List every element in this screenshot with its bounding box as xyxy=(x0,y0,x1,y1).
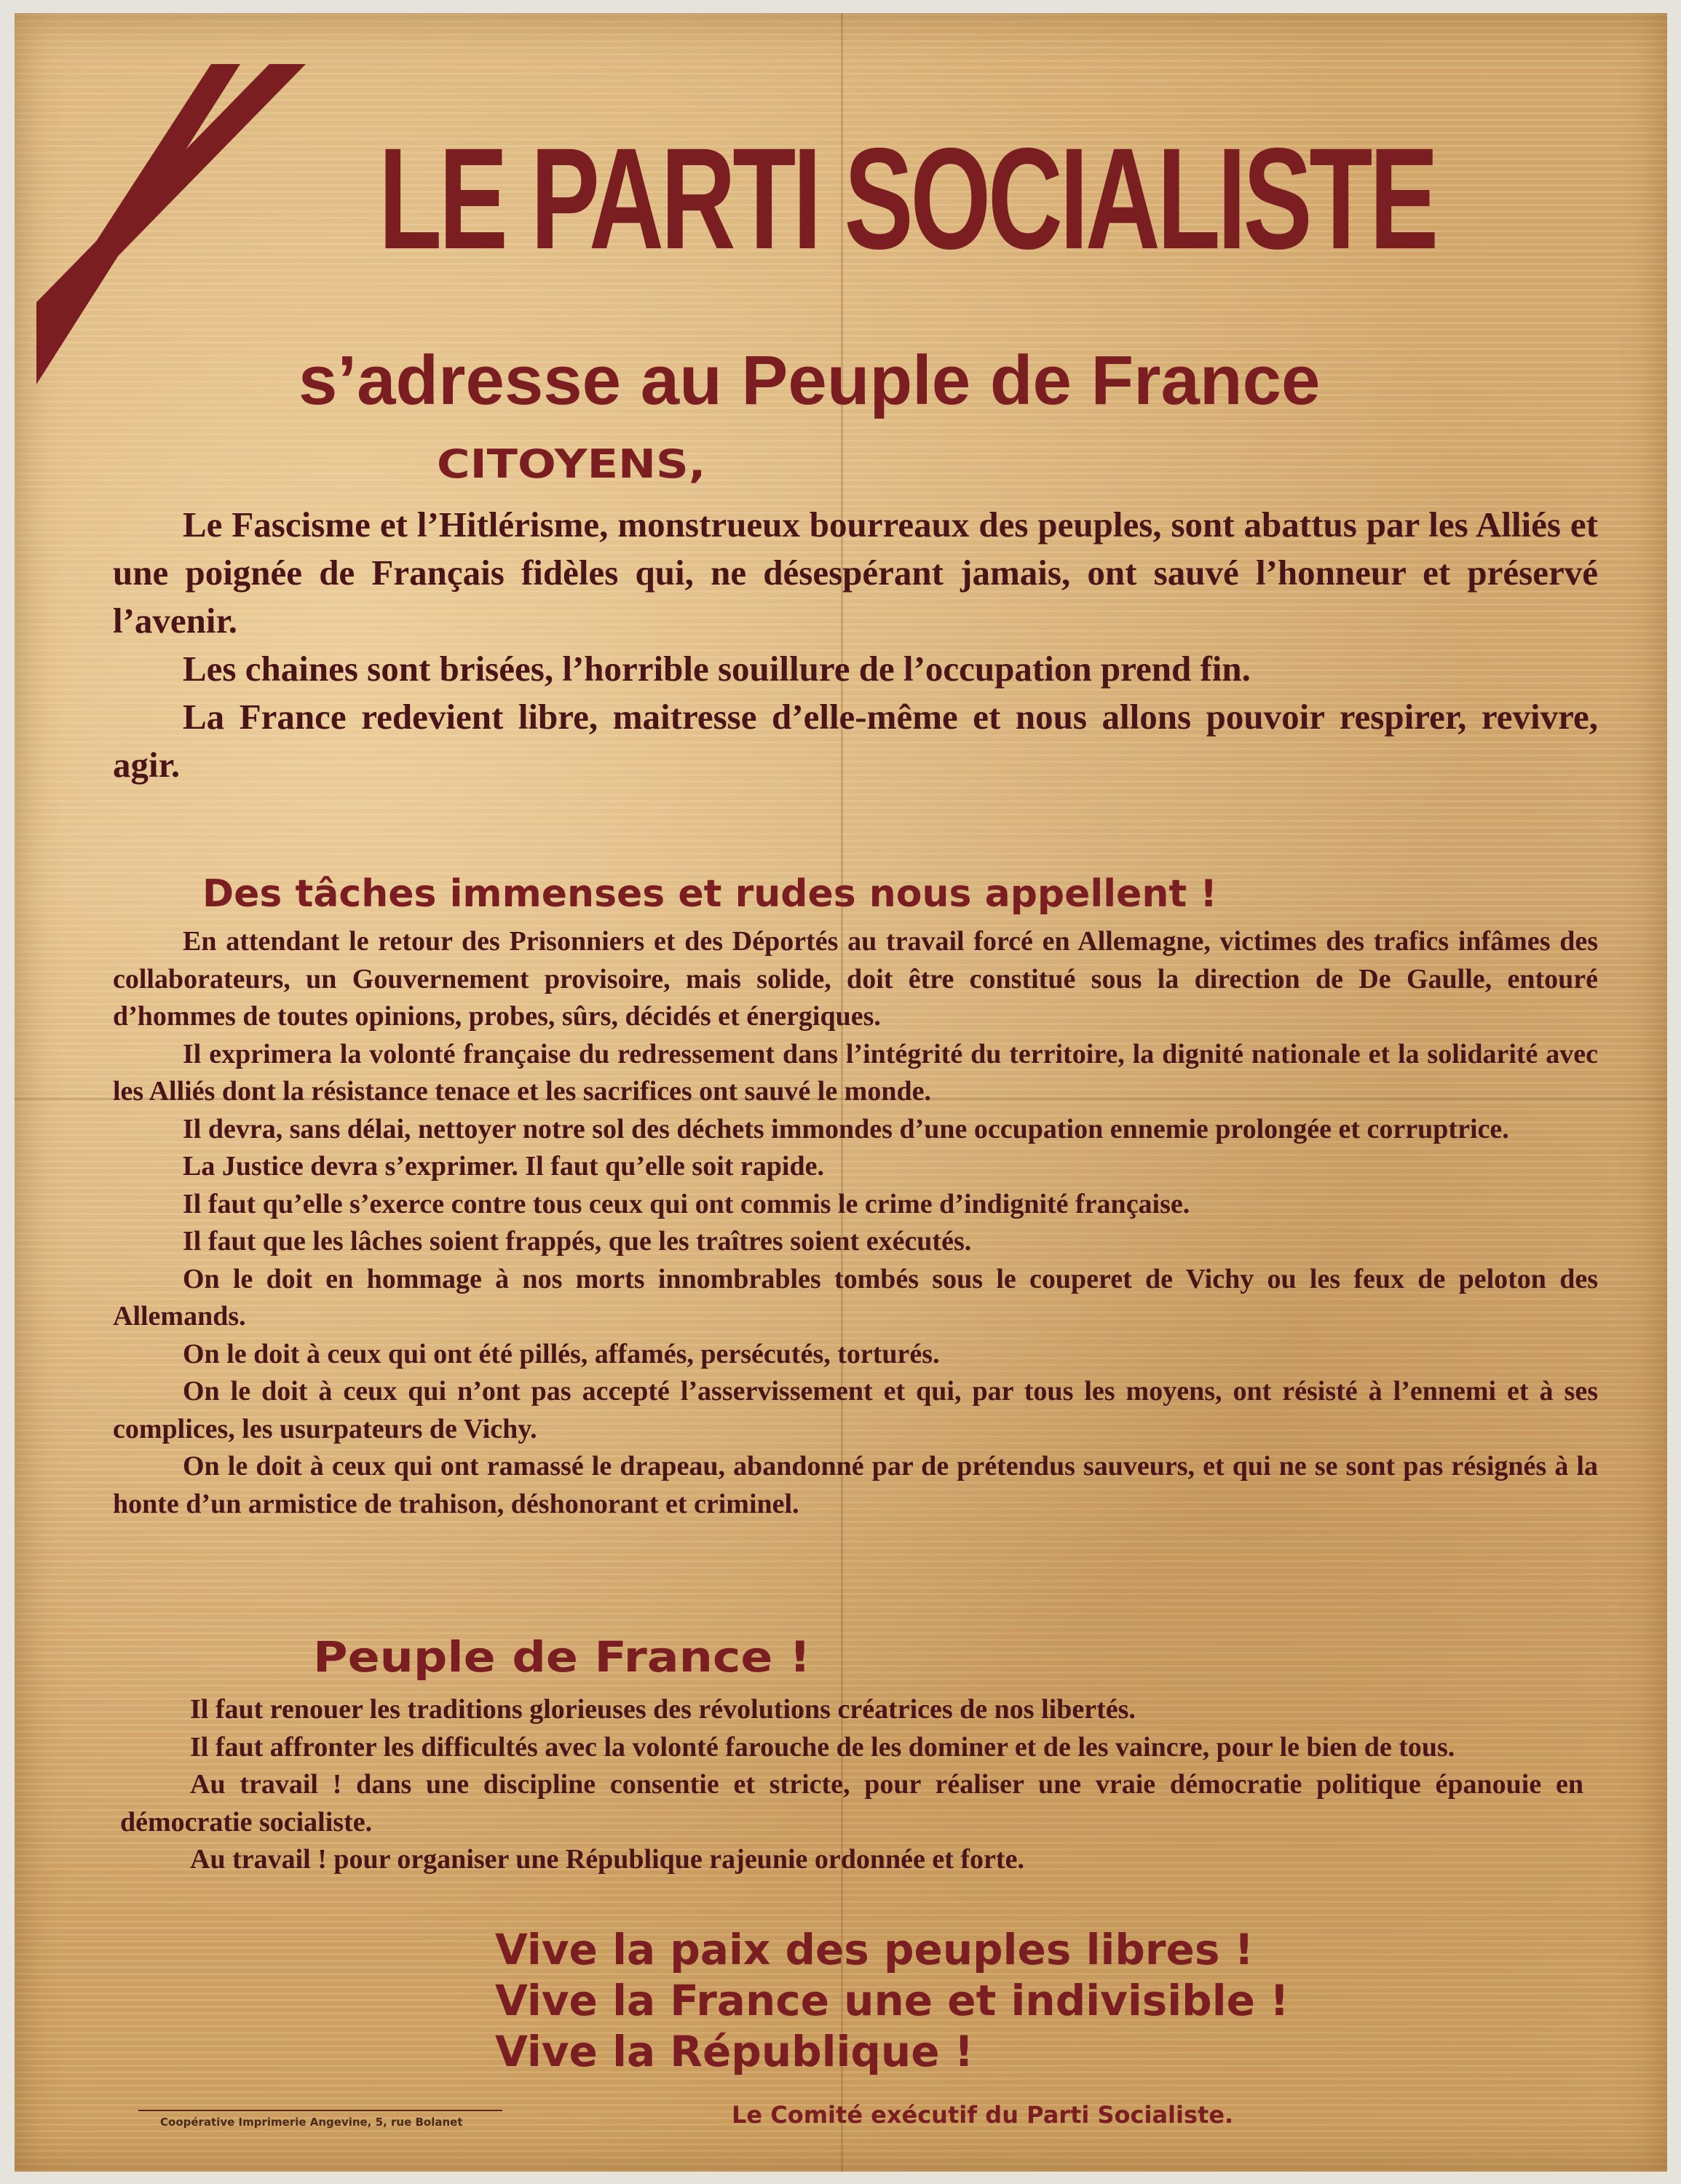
slogan: Vive la République ! xyxy=(495,2027,974,2076)
tasks-paragraph: On le doit à ceux qui ont ramassé le drapeau, abandonné par de prétendus sauveurs, et qui ne se sont pas résignés à la honte d’un armistice de trahison, déshonorant et criminel. xyxy=(113,1451,1598,1519)
slogan: Vive la paix des peuples libres ! xyxy=(495,1925,1254,1974)
printer-divider xyxy=(138,2110,502,2111)
peuple-section xyxy=(120,1691,1583,1879)
tasks-paragraph: On le doit à ceux qui n’ont pas accepté l’asservissement et qui, par tous les moyens, ont résisté à l’ennemi et à ses complices, les usurpateurs de Vichy. xyxy=(113,1376,1598,1444)
section-heading-tasks: Des tâches immenses et rudes nous appellent ! xyxy=(202,872,1218,916)
intro-section xyxy=(113,501,1598,789)
tasks-section xyxy=(113,923,1598,1523)
poster-subtitle: s’adresse au Peuple de France xyxy=(298,341,1321,419)
intro-paragraph: Le Fascisme et l’Hitlérisme, monstrueux bourreaux des peuples, sont abattus par les Alliés et une poignée de Français fidèles qui, ne désespérant jamais, ont sauvé l’honneur et préservé l’avenir. xyxy=(113,505,1598,641)
tasks-paragraph: On le doit à ceux qui ont été pillés, affamés, persécutés, torturés. xyxy=(183,1338,940,1369)
diagonal-stripes-emblem xyxy=(36,42,415,392)
tasks-paragraph: Il faut qu’elle s’exerce contre tous ceux qui ont commis le crime d’indignité française. xyxy=(183,1188,1190,1219)
signature: Le Comité exécutif du Parti Socialiste. xyxy=(732,2101,1234,2129)
tasks-paragraph: La Justice devra s’exprimer. Il faut qu’elle soit rapide. xyxy=(183,1151,824,1182)
peuple-paragraph: Au travail ! dans une discipline consentie et stricte, pour réaliser une vraie démocratie politique épanouie en démocratie socialiste. xyxy=(120,1769,1583,1837)
peuple-paragraph: Il faut affronter les difficultés avec la volonté farouche de les dominer et de les vaincre, pour le bien de tous. xyxy=(190,1731,1455,1762)
intro-paragraph: Les chaines sont brisées, l’horrible souillure de l’occupation prend fin. xyxy=(183,649,1251,689)
printer-imprint: Coopérative Imprimerie Angevine, 5, rue Bolanet xyxy=(160,2116,463,2129)
section-heading-peuple: Peuple de France ! xyxy=(313,1632,811,1682)
tasks-paragraph: Il exprimera la volonté française du redressement dans l’intégrité du territoire, la dignité nationale et la solidarité avec les Alliés dont la résistance tenace et les sacrifices ont sauvé le monde. xyxy=(113,1038,1598,1107)
poster-title: LE PARTI SOCIALISTE xyxy=(379,118,1436,279)
tasks-paragraph: Il devra, sans délai, nettoyer notre sol des déchets immondes d’une occupation ennemie prolongée et corruptrice. xyxy=(183,1113,1509,1144)
slogan: Vive la France une et indivisible ! xyxy=(495,1976,1289,2025)
peuple-paragraph: Il faut renouer les traditions glorieuses des révolutions créatrices de nos libertés. xyxy=(190,1694,1136,1725)
tasks-paragraph: En attendant le retour des Prisonniers et des Déportés au travail forcé en Allemagne, victimes des trafics infâmes des collaborateurs, un Gouvernement provisoire, mais solide, doit être constitué sous la direction de De Gaulle, entouré d’hommes de toutes opinions, probes, sûrs, décidés et énergiques. xyxy=(113,926,1598,1032)
peuple-paragraph: Au travail ! pour organiser une République rajeunie ordonnée et forte. xyxy=(190,1844,1024,1875)
tasks-paragraph: Il faut que les lâches soient frappés, que les traîtres soient exécutés. xyxy=(183,1226,972,1257)
salutation: CITOYENS, xyxy=(437,441,706,487)
intro-paragraph: La France redevient libre, maitresse d’elle-même et nous allons pouvoir respirer, revivre, agir. xyxy=(113,697,1598,785)
poster-sheet xyxy=(15,13,1667,2172)
tasks-paragraph: On le doit en hommage à nos morts innombrables tombés sous le couperet de Vichy ou les feux de peloton des Allemands. xyxy=(113,1263,1598,1332)
slogans xyxy=(495,1924,1289,2077)
